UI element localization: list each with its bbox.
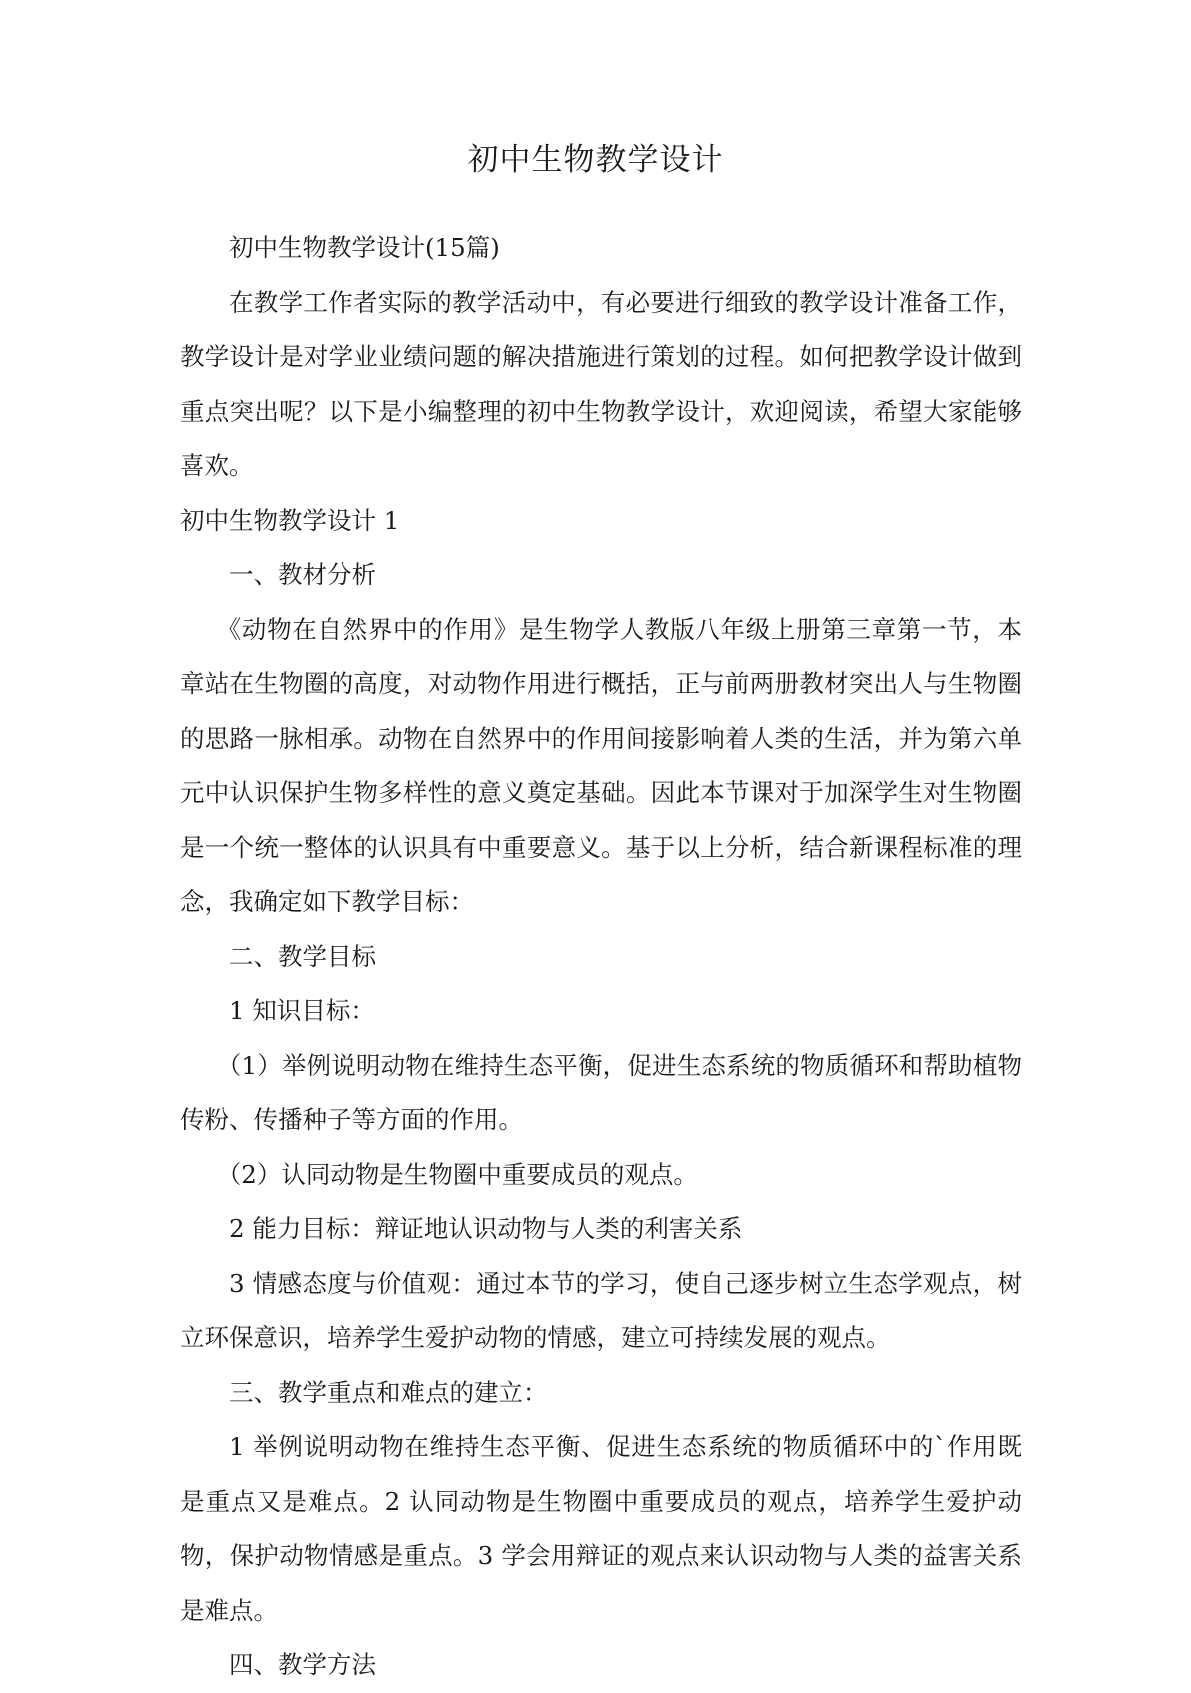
list-heading: 2 能力目标：辩证地认识动物与人类的利害关系 [229,1214,743,1243]
list-item: （2）认同动物是生物圈中重要成员的观点。 [216,1159,698,1189]
list-item: （1）举例说明动物在维持生态平衡，促进生态系统的物质循环和帮助植物传粉、传播种子等方面的作用。 [180,1050,1022,1134]
document-body [180,221,1022,1693]
document-title: 初中生物教学设计 [467,142,724,178]
subtitle-paragraph: 初中生物教学设计(15篇) [229,233,500,262]
subsection-heading: 二、教学目标 [229,941,376,971]
intro-paragraph: 在教学工作者实际的教学活动中，有必要进行细致的教学设计准备工作，教学设计是对学业业绩问题的解决措施进行策划的过程。如何把教学设计做到重点突出呢？以下是小编整理的初中生物教学设计，欢迎阅读，希望大家能够喜欢。 [180,287,1022,480]
section-heading: 初中生物教学设计 1 [180,505,400,535]
subsection-heading: 三、教学重点和难点的建立： [229,1377,548,1407]
body-paragraph: 1 举例说明动物在维持生态平衡、促进生态系统的物质循环中的`作用既是重点又是难点。2 认同动物是生物圈中重要成员的观点，培养学生爱护动物，保护动物情感是重点。3 学会用辩证的观点来认识动物与人类的益害关系是难点。 [180,1432,1022,1625]
subsection-heading: 四、教学方法 [229,1650,376,1679]
list-heading: 3 情感态度与价值观：通过本节的学习，使自己逐步树立生态学观点，树立环保意识，培养学生爱护动物的情感，建立可持续发展的观点。 [180,1268,1022,1352]
body-paragraph: 《动物在自然界中的作用》是生物学人教版八年级上册第三章第一节，本章站在生物圈的高度，对动物作用进行概括，正与前两册教材突出人与生物圈的思路一脉相承。动物在自然界中的作用间接影响着人类的生活，并为第六单元中认识保护生物多样性的意义奠定基础。因此本节课对于加深学生对生物圈是一个统一整体的认识具有中重要意义。基于以上分析，结合新课程标准的理念，我确定如下教学目标： [180,614,1022,916]
list-heading: 1 知识目标： [229,996,375,1025]
subsection-heading: 一、教材分析 [229,560,376,589]
